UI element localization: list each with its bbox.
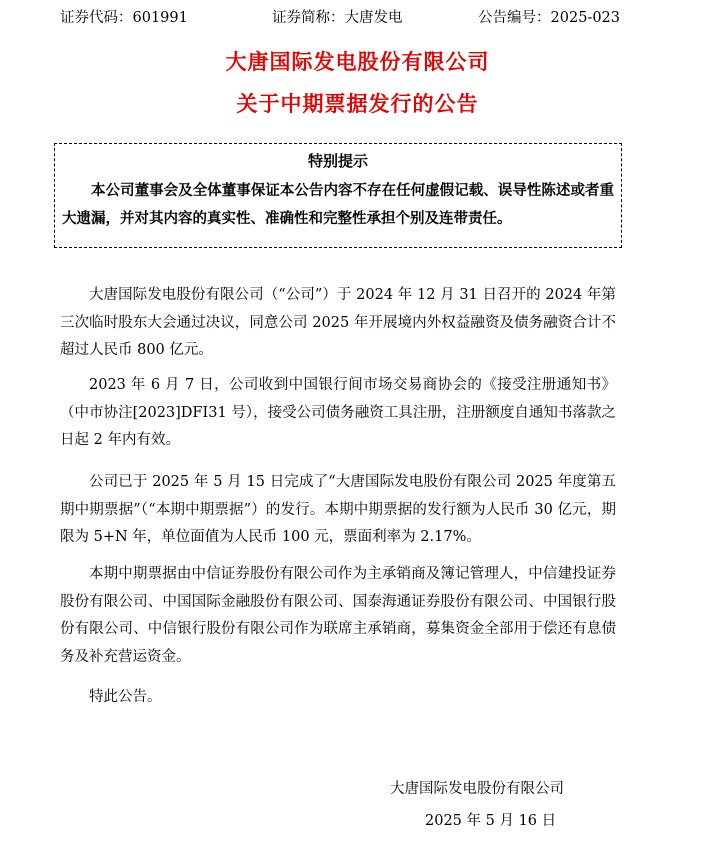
special-notice-text: 本公司董事会及全体董事保证本公告内容不存在任何虚假记载、误导性陈述或者重大遗漏，并对其内容的真实性、准确性和完整性承担个别及连带责任。: [62, 183, 614, 227]
paragraph-registration-notice: 2023 年 6 月 7 日，公司收到中国银行间市场交易商协会的《接受注册通知书》（中市协注[2023]DFI31 号），接受公司债务融资工具注册，注册额度自通知书落款之日起 2 年内有效。: [60, 377, 616, 448]
special-notice-box: [54, 143, 622, 248]
announcement-title: 关于中期票据发行的公告: [236, 92, 479, 116]
paragraph-shareholder-resolution: 大唐国际发电股份有限公司（“公司”）于 2024 年 12 月 31 日召开的 2024 年第三次临时股东大会通过决议，同意公司 2025 年开展境内外权益融资及债务融资合计不超过人民币 800 亿元。: [60, 287, 616, 358]
company-title: 大唐国际发电股份有限公司: [225, 50, 490, 74]
stock-code: 证券代码：601991: [60, 10, 188, 26]
special-notice-heading: 特别提示: [307, 152, 368, 170]
announcement-number: 公告编号：2025-023: [478, 10, 620, 26]
signature-company: 大唐国际发电股份有限公司: [390, 781, 564, 797]
stock-abbreviation: 证券简称：大唐发电: [272, 10, 403, 26]
paragraph-issuance-details: 公司已于 2025 年 5 月 15 日完成了“大唐国际发电股份有限公司 2025 年度第五期中期票据”（“本期中期票据”）的发行。本期中期票据的发行额为人民币 30 亿元，期限为 5+N 年，单位面值为人民币 100 元，票面利率为 2.17%。: [60, 474, 616, 545]
paragraph-underwriters: 本期中期票据由中信证券股份有限公司作为主承销商及簿记管理人，中信建投证券股份有限公司、中国国际金融股份有限公司、国泰海通证券股份有限公司、中国银行股份有限公司、中信银行股份有限公司作为联席主承销商，募集资金全部用于偿还有息债务及补充营运资金。: [60, 566, 616, 665]
paragraph-closing: 特此公告。: [89, 689, 162, 705]
signature-date: 2025 年 5 月 16 日: [425, 813, 557, 829]
document-header: [60, 7, 620, 29]
